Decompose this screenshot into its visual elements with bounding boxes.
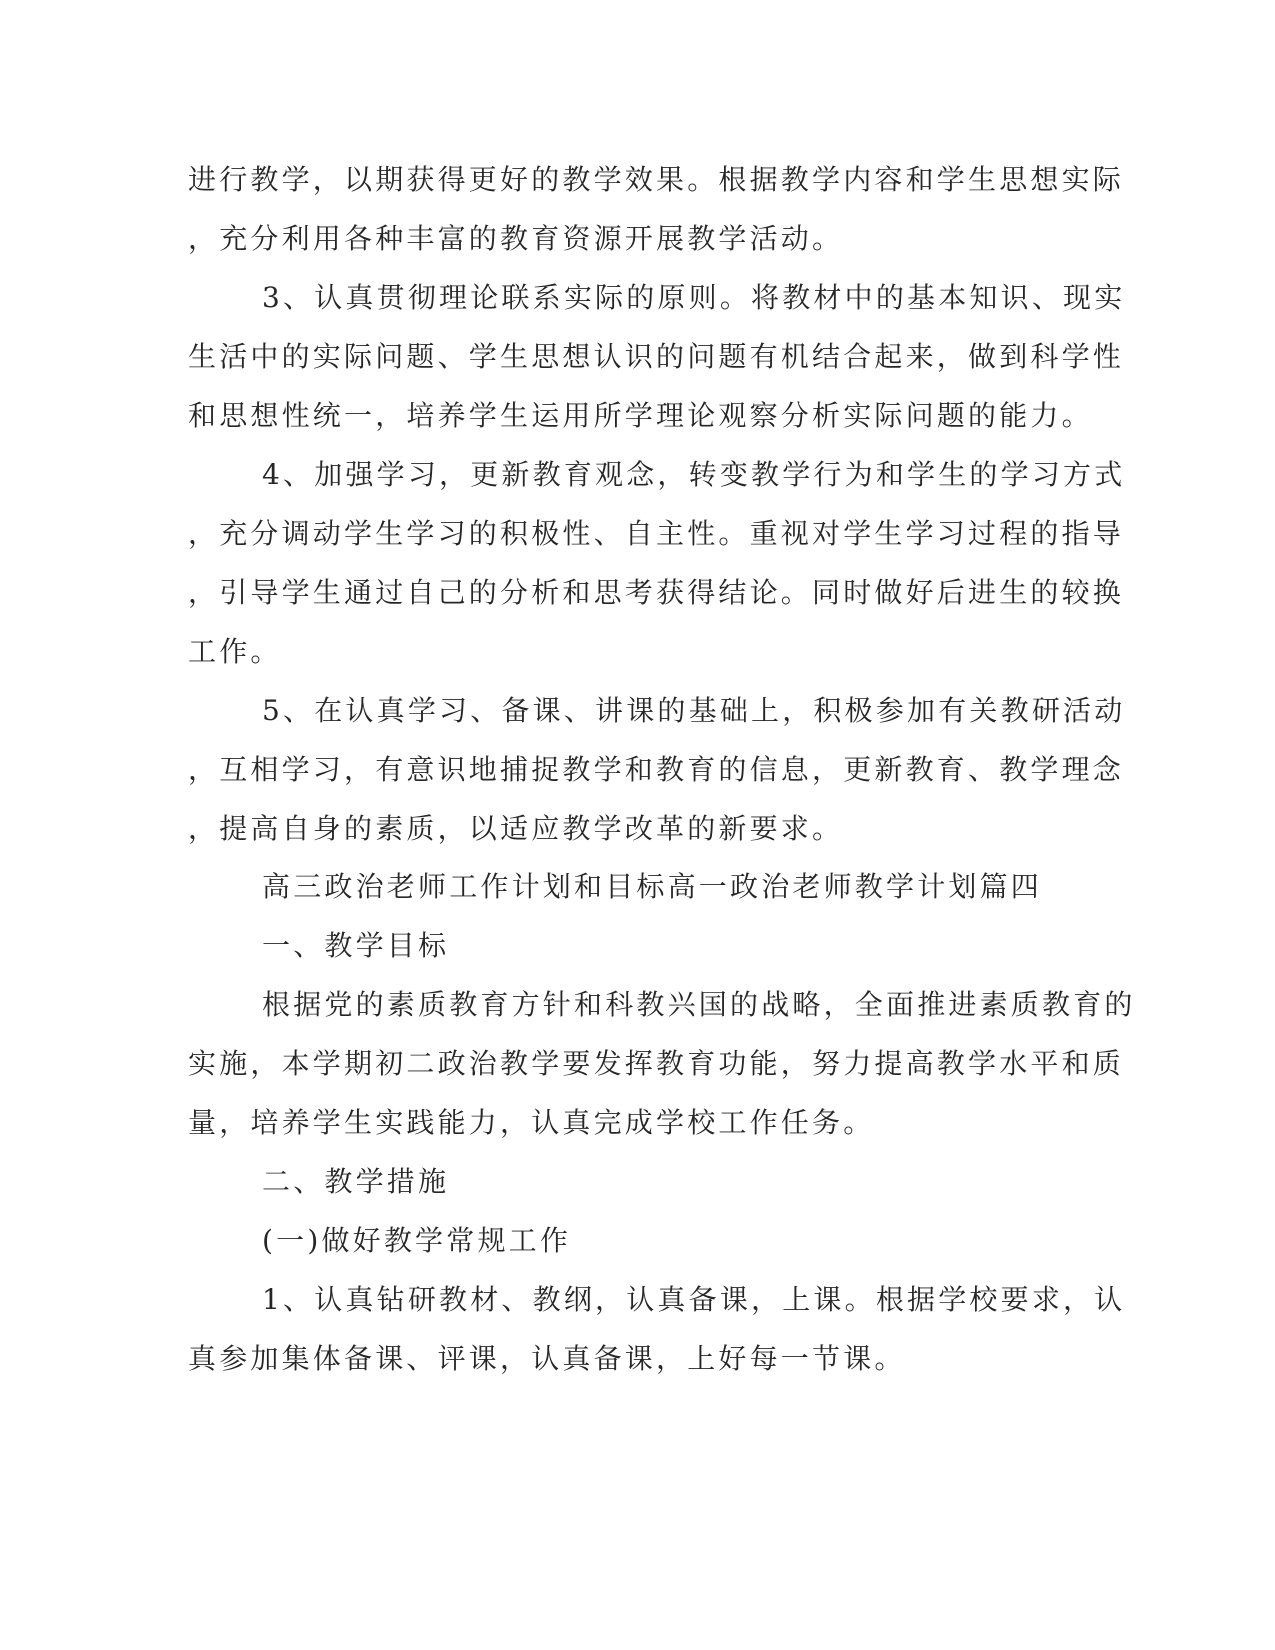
text-line: 工作。 bbox=[188, 635, 282, 668]
text-line: 进行教学，以期获得更好的教学效果。根据教学内容和学生思想实际 bbox=[188, 163, 1125, 196]
text-line: ，充分调动学生学习的积极性、自主性。重视对学生学习过程的指导 bbox=[188, 517, 1125, 550]
text-line: 真参加集体备课、评课，认真备课，上好每一节课。 bbox=[188, 1342, 906, 1375]
text-line: 生活中的实际问题、学生思想认识的问题有机结合起来，做到科学性 bbox=[188, 340, 1125, 373]
text-line: 1、认真钻研教材、教纲，认真备课，上课。根据学校要求，认 bbox=[262, 1283, 1126, 1316]
text-line: 4、加强学习，更新教育观念，转变教学行为和学生的学习方式 bbox=[262, 458, 1126, 491]
text-line: ，充分利用各种丰富的教育资源开展教学活动。 bbox=[188, 222, 844, 255]
text-line: 和思想性统一，培养学生运用所学理论观察分析实际问题的能力。 bbox=[188, 399, 1093, 432]
text-line: ，互相学习，有意识地捕捉教学和教育的信息，更新教育、教学理念 bbox=[188, 753, 1125, 786]
text-line: 5、在认真学习、备课、讲课的基础上，积极参加有关教研活动 bbox=[262, 694, 1126, 727]
section-heading: (一)做好教学常规工作 bbox=[262, 1224, 572, 1257]
text-line: 3、认真贯彻理论联系实际的原则。将教材中的基本知识、现实 bbox=[262, 281, 1126, 314]
section-heading: 一、教学目标 bbox=[262, 929, 450, 962]
text-line: ，引导学生通过自己的分析和思考获得结论。同时做好后进生的较换 bbox=[188, 576, 1125, 609]
text-line: 实施，本学期初二政治教学要发挥教育功能，努力提高教学水平和质 bbox=[188, 1047, 1125, 1080]
text-line: 根据党的素质教育方针和科教兴国的战略，全面推进素质教育的 bbox=[262, 988, 1136, 1021]
text-line: ，提高自身的素质，以适应教学改革的新要求。 bbox=[188, 812, 844, 845]
section-heading: 二、教学措施 bbox=[262, 1165, 450, 1198]
text-line: 量，培养学生实践能力，认真完成学校工作任务。 bbox=[188, 1106, 875, 1139]
section-heading: 高三政治老师工作计划和目标高一政治老师教学计划篇四 bbox=[262, 870, 1043, 903]
